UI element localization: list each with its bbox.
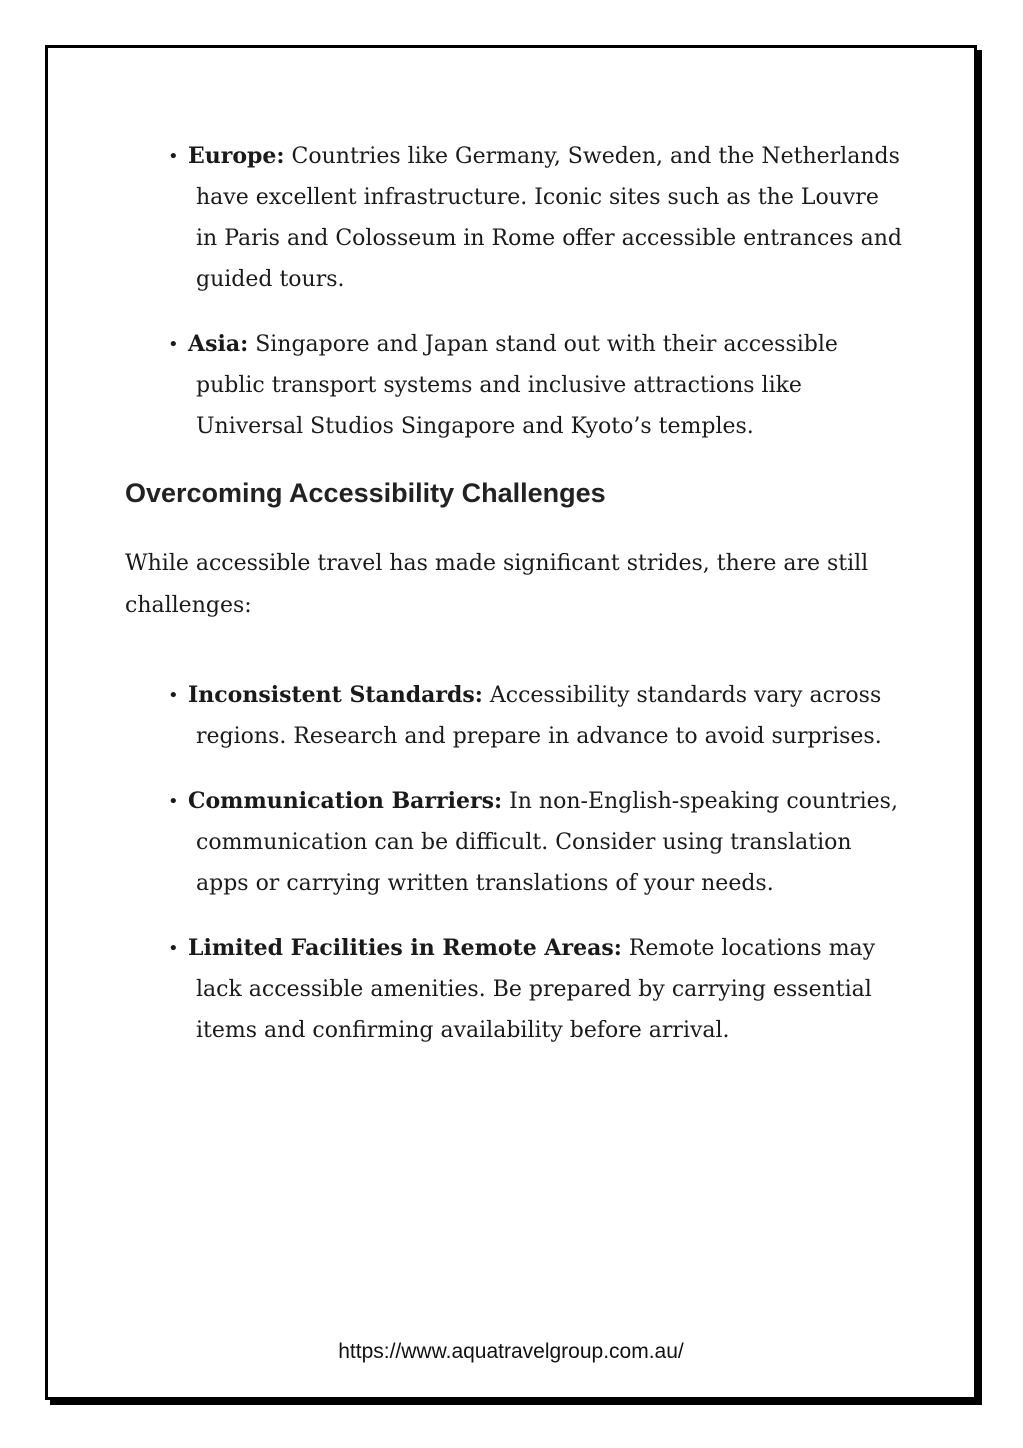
bullet-icon: • [168,334,179,355]
bullet-icon: • [168,146,179,167]
bullet-icon: • [168,938,179,959]
bullet-icon: • [168,791,179,812]
item-lead: Communication Barriers: [188,788,503,814]
list-item-asia [48,324,974,447]
item-lead: Europe: [188,143,285,169]
item-lead: Inconsistent Standards: [188,682,483,708]
item-lead: Limited Facilities in Remote Areas: [188,935,622,961]
list-item-inconsistent-standards [48,675,974,757]
item-text: Accessibility standards vary across regions. Research and prepare in advance to avoid surprises. [196,683,882,749]
page-frame [45,45,977,1400]
item-text: Countries like Germany, Sweden, and the Netherlands have excellent infrastructure. Iconic sites such as the Louvre in Paris and Colosseum in Rome offer accessible entrances and guided tours. [196,144,902,292]
item-text: Singapore and Japan stand out with their accessible public transport systems and inclusive attractions like Universal Studios Singapore and Kyoto’s temples. [196,332,838,439]
footer-url-link[interactable]: https://www.aquatravelgroup.com.au/ [338,1340,684,1363]
destinations-list [48,136,974,471]
section-heading: Overcoming Accessibility Challenges [125,478,606,508]
list-item-europe [48,136,974,300]
list-item-limited-facilities [48,928,974,1051]
bullet-icon: • [168,685,179,706]
challenges-list [48,675,974,1075]
item-text: In non-English-speaking countries, communication can be difficult. Consider using translation apps or carrying written translations of your needs. [196,789,898,896]
item-text: Remote locations may lack accessible amenities. Be prepared by carrying essential items and confirming availability before arrival. [196,936,876,1043]
list-item-communication-barriers [48,781,974,904]
intro-paragraph: While accessible travel has made significant strides, there are still challenges: [125,551,869,618]
item-lead: Asia: [188,331,249,357]
